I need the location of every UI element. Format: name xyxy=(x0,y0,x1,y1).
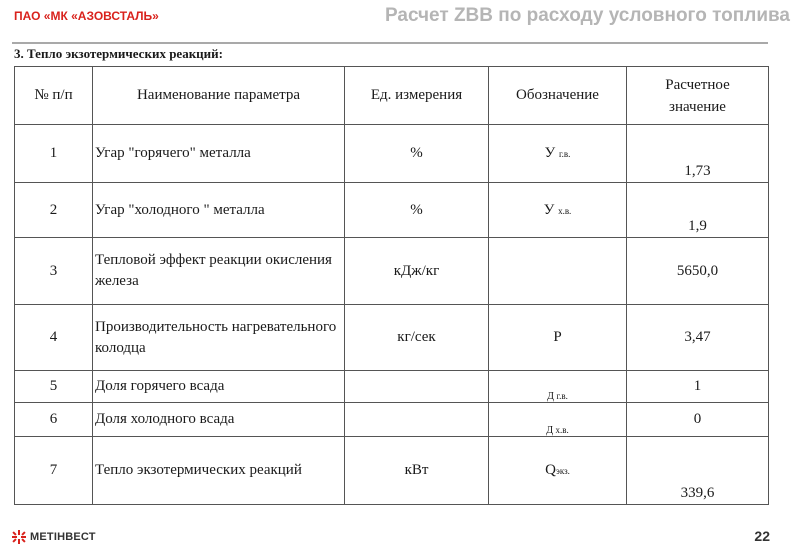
symbol-cell xyxy=(489,125,627,183)
column-header: Ед. измерения xyxy=(345,67,489,125)
table-row xyxy=(15,183,769,238)
symbol-subscript: г.в. xyxy=(556,391,568,401)
symbol-cell xyxy=(489,371,627,403)
value-cell: 1 xyxy=(627,371,769,403)
unit-cell: кДж/кг xyxy=(345,238,489,305)
table-row xyxy=(15,238,769,305)
parameter-name: Доля холодного всада xyxy=(93,403,345,437)
page-number: 22 xyxy=(754,528,770,544)
unit-cell: % xyxy=(345,125,489,183)
table-row xyxy=(15,371,769,403)
company-name: ПАО «МК «АЗОВСТАЛЬ» xyxy=(14,9,159,23)
parameter-name: Угар "горячего" металла xyxy=(93,125,345,183)
symbol-cell xyxy=(489,437,627,505)
column-header: Расчетное значение xyxy=(627,67,769,125)
brand-name: МЕТІНВЕСТ xyxy=(30,531,96,543)
symbol-cell xyxy=(489,403,627,437)
unit-cell xyxy=(345,371,489,403)
parameter-name: Тепловой эффект реакции окисления железа xyxy=(93,238,345,305)
symbol-subscript: х.в. xyxy=(555,425,569,435)
table-row xyxy=(15,437,769,505)
symbol-subscript: экз. xyxy=(555,466,570,476)
row-number: 4 xyxy=(15,305,93,371)
table-row xyxy=(15,403,769,437)
unit-cell xyxy=(345,403,489,437)
parameters-table xyxy=(14,66,769,505)
table-row xyxy=(15,125,769,183)
parameter-name: Тепло экзотермических реакций xyxy=(93,437,345,505)
value-cell: 339,6 xyxy=(627,437,769,505)
symbol-text: У xyxy=(544,145,556,161)
symbol-subscript: г.в. xyxy=(558,149,571,159)
table-header-row xyxy=(15,67,769,125)
value-cell: 1,73 xyxy=(627,125,769,183)
symbol-text: Q xyxy=(545,462,556,478)
unit-cell: % xyxy=(345,183,489,238)
symbol-subscript: х.в. xyxy=(558,205,572,216)
symbol-cell xyxy=(489,238,627,305)
column-header: Обозначение xyxy=(489,67,627,125)
section-title: 3. Тепло экзотермических реакций: xyxy=(14,46,223,61)
symbol-cell xyxy=(489,183,627,238)
unit-cell: кг/сек xyxy=(345,305,489,371)
row-number: 3 xyxy=(15,238,93,305)
value-cell: 3,47 xyxy=(627,305,769,371)
symbol-cell xyxy=(489,305,627,371)
column-header: № п/п xyxy=(15,67,93,125)
parameter-name: Доля горячего всада xyxy=(93,371,345,403)
symbol-text: Д xyxy=(547,391,554,402)
row-number: 6 xyxy=(15,403,93,437)
slide-title: Расчет ZBB по расходу условного топлива xyxy=(384,5,790,26)
table-row xyxy=(15,305,769,371)
value-cell: 0 xyxy=(627,403,769,437)
symbol-text: Р xyxy=(553,329,562,345)
parameter-name: Угар "холодного " металла xyxy=(93,183,345,238)
symbol-text: У xyxy=(543,201,555,218)
parameter-name: Производительность нагревательного колодца xyxy=(93,305,345,371)
header-divider xyxy=(12,42,768,44)
footer-logo xyxy=(12,530,96,544)
value-cell: 1,9 xyxy=(627,183,769,238)
row-number: 7 xyxy=(15,437,93,505)
unit-cell: кВт xyxy=(345,437,489,505)
value-cell: 5650,0 xyxy=(627,238,769,305)
symbol-text: Д xyxy=(546,425,554,436)
row-number: 2 xyxy=(15,183,93,238)
row-number: 1 xyxy=(15,125,93,183)
metinvest-logo-icon xyxy=(12,530,26,544)
column-header: Наименование параметра xyxy=(93,67,345,125)
row-number: 5 xyxy=(15,371,93,403)
